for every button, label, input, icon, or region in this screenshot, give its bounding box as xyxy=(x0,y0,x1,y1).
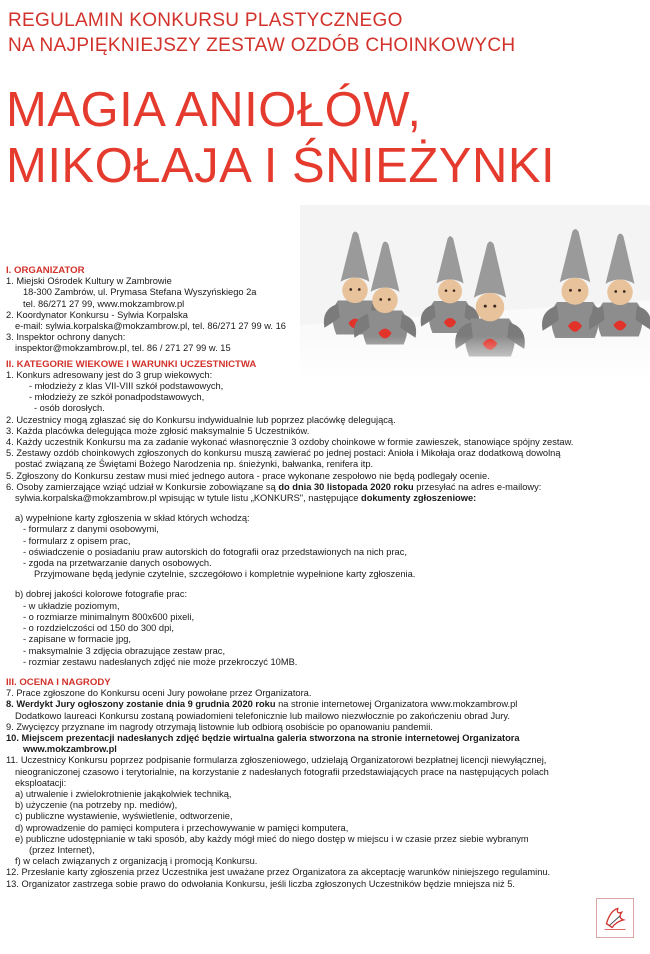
list-item: c) publiczne wystawienie, wyświetlenie, odtworzenie, xyxy=(15,811,233,822)
title-line-2: MIKOŁAJA I ŚNIEŻYNKI xyxy=(6,139,556,193)
rule-line: nieograniczonej czasowo i terytorialnie, na korzystanie z nadesłanych fotografii przedstawiających prace na następujących polach xyxy=(15,766,549,777)
title-line-1: MAGIA ANIOŁÓW, xyxy=(6,83,422,137)
document-subtitle xyxy=(8,8,515,58)
rule-line: - młodzieży ze szkół ponadpodstawowych, xyxy=(29,392,205,403)
subtitle-line-2: NA NAJPIĘKNIEJSZY ZESTAW OZDÓB CHOINKOWYCH xyxy=(8,35,516,56)
rule-line: 11. Uczestnicy Konkursu poprzez podpisanie formularza zgłoszeniowego, udzielają Organizatorowi bezpłatnej licencji niewyłącznej, xyxy=(6,755,547,766)
list-item: e) publiczne udostępnianie w taki sposób, aby każdy mógł mieć do niego dostęp w miejscu i w czasie przez siebie wybranym xyxy=(15,833,529,844)
rule-line: 6. Osoby zamierzające wziąć udział w Konkursie zobowiązane są do dnia 30 listopada 2020 roku przesyłać na adres e-mailowy: xyxy=(6,481,542,492)
organizer-line: inspektor@mokzambrow.pl, tel. 86 / 271 27 99 w. 15 xyxy=(15,343,231,354)
list-item: - w układzie poziomym, xyxy=(23,600,120,611)
organizer-line: 1. Miejski Ośrodek Kultury w Zambrowie xyxy=(6,276,172,287)
rule-line: 12. Przesłanie karty zgłoszenia przez Uczestnika jest uważane przez Organizatora za akceptację warunków niniejszego regulaminu. xyxy=(6,867,551,878)
organizer-line: e-mail: sylwia.korpalska@mokzambrow.pl, tel. 86/271 27 99 w. 16 xyxy=(15,321,286,332)
rule-line: 10. Miejscem prezentacji nadesłanych zdjęć będzie wirtualna galeria stworzona na stronie internetowej Organizatora xyxy=(6,732,520,743)
list-heading: a) wypełnione karty zgłoszenia w skład których wchodzą: xyxy=(15,513,250,524)
rule-line: 4. Każdy uczestnik Konkursu ma za zadanie wykonać własnoręcznie 3 ozdoby choinkowe w formie zawieszek, stanowiące spójny zestaw. xyxy=(6,437,574,448)
list-item: - zgoda na przetwarzanie danych osobowych. xyxy=(23,558,212,569)
list-item: d) wprowadzenie do pamięci komputera i przechowywanie w pamięci komputera, xyxy=(15,822,349,833)
rule-line: 1. Konkurs adresowany jest do 3 grup wiekowych: xyxy=(6,369,213,380)
rule-line: 5. Zgłoszony do Konkursu zestaw musi mieć jednego autora - prace wykonane zespołowo nie będą podlegały ocenie. xyxy=(6,470,490,481)
rule-line: Dodatkowo laureaci Konkursu zostaną powiadomieni telefonicznie lub mailowo niezwłocznie po zakończeniu obrad Jury. xyxy=(15,710,510,721)
list-item: - o rozmiarze minimalnym 800x600 pixeli, xyxy=(23,611,195,622)
section-heading-categories: II. KATEGORIE WIEKOWE I WARUNKI UCZESTNICTWA xyxy=(6,358,257,370)
organizer-line: tel. 86/271 27 99, www.mokzambrow.pl xyxy=(23,298,185,309)
list-item: b) użyczenie (na potrzeby np. mediów), xyxy=(15,800,178,811)
deadline-date: do dnia 30 listopada 2020 roku xyxy=(278,481,414,492)
subtitle-line-1: REGULAMIN KONKURSU PLASTYCZNEGO xyxy=(8,10,403,31)
list-item: a) utrwalenie i zwielokrotnienie jakąkolwiek techniką, xyxy=(15,788,232,799)
list-item: (przez Internet), xyxy=(29,844,95,855)
list-item: - rozmiar zestawu nadesłanych zdjęć nie może przekroczyć 10MB. xyxy=(23,656,298,667)
rule-line: eksploatacji: xyxy=(15,777,67,788)
list-item: - zapisane w formacie jpg, xyxy=(23,634,131,645)
list-note: Przyjmowane będą jedynie czytelnie, szczegółowo i kompletnie wypełnione karty zgłoszenia. xyxy=(34,569,416,580)
rule-line: - osób dorosłych. xyxy=(34,403,105,414)
list-heading: b) dobrej jakości kolorowe fotografie prac: xyxy=(15,589,188,600)
list-item: - formularz z danymi osobowymi, xyxy=(23,524,159,535)
rule-line: 3. Każda placówka delegująca może zgłosić maksymalnie 5 Uczestników. xyxy=(6,425,310,436)
rule-line: 8. Werdykt Jury ogłoszony zostanie dnia 9 grudnia 2020 roku na stronie internetowej Organizatora www.mokzambrow.pl xyxy=(6,699,518,710)
list-item: - o rozdzielczości od 150 do 300 dpi, xyxy=(23,623,174,634)
organizer-line: 3. Inspektor ochrony danych: xyxy=(6,332,126,343)
gallery-url: www.mokzambrow.pl xyxy=(23,744,117,755)
list-item: - formularz z opisem prac, xyxy=(23,535,131,546)
rule-line: sylwia.korpalska@mokzambrow.pl wpisując w tytule listu „KONKURS", następujące dokumenty zgłoszeniowe: xyxy=(15,493,477,504)
organizer-logo-icon xyxy=(596,898,634,938)
section-heading-organizer: I. ORGANIZATOR xyxy=(6,265,85,276)
main-title xyxy=(6,82,555,194)
organizer-line: 2. Koordynator Konkursu - Sylwia Korpalska xyxy=(6,309,188,320)
rule-line: 7. Prace zgłoszone do Konkursu oceni Jury powołane przez Organizatora. xyxy=(6,688,312,699)
list-item: f) w celach związanych z organizacją i promocją Konkursu. xyxy=(15,856,258,867)
list-item: - oświadczenie o posiadaniu praw autorskich do fotografii oraz przedstawionych na nich prac, xyxy=(23,546,407,557)
regulations-content xyxy=(6,265,606,890)
rule-line: 9. Zwycięzcy przyznane im nagrody otrzymają listownie lub odbiorą osobiście po opanowaniu pandemii. xyxy=(6,721,433,732)
rule-line: 2. Uczestnicy mogą zgłaszać się do Konkursu indywidualnie lub poprzez placówkę delegującą. xyxy=(6,414,396,425)
rule-line: postać związaną ze Świętami Bożego Narodzenia np. śnieżynki, bałwanka, renifera itp. xyxy=(15,459,374,470)
rule-line: 5. Zestawy ozdób choinkowych zgłoszonych do konkursu muszą zawierać po jednej postaci: Anioła i Mikołaja oraz dodatkową dowolną xyxy=(6,448,561,459)
organizer-line: 18-300 Zambrów, ul. Prymasa Stefana Wyszyńskiego 2a xyxy=(23,287,257,298)
list-item: - maksymalnie 3 zdjęcia obrazujące zestaw prac, xyxy=(23,645,226,656)
section-heading-evaluation: III. OCENA I NAGRODY xyxy=(6,676,111,688)
rule-line: - młodzieży z klas VII-VIII szkół podstawowych, xyxy=(29,381,224,392)
rule-line: 13. Organizator zastrzega sobie prawo do odwołania Konkursu, jeśli liczba zgłoszonych Uczestników będzie mniejsza niż 5. xyxy=(6,878,516,889)
